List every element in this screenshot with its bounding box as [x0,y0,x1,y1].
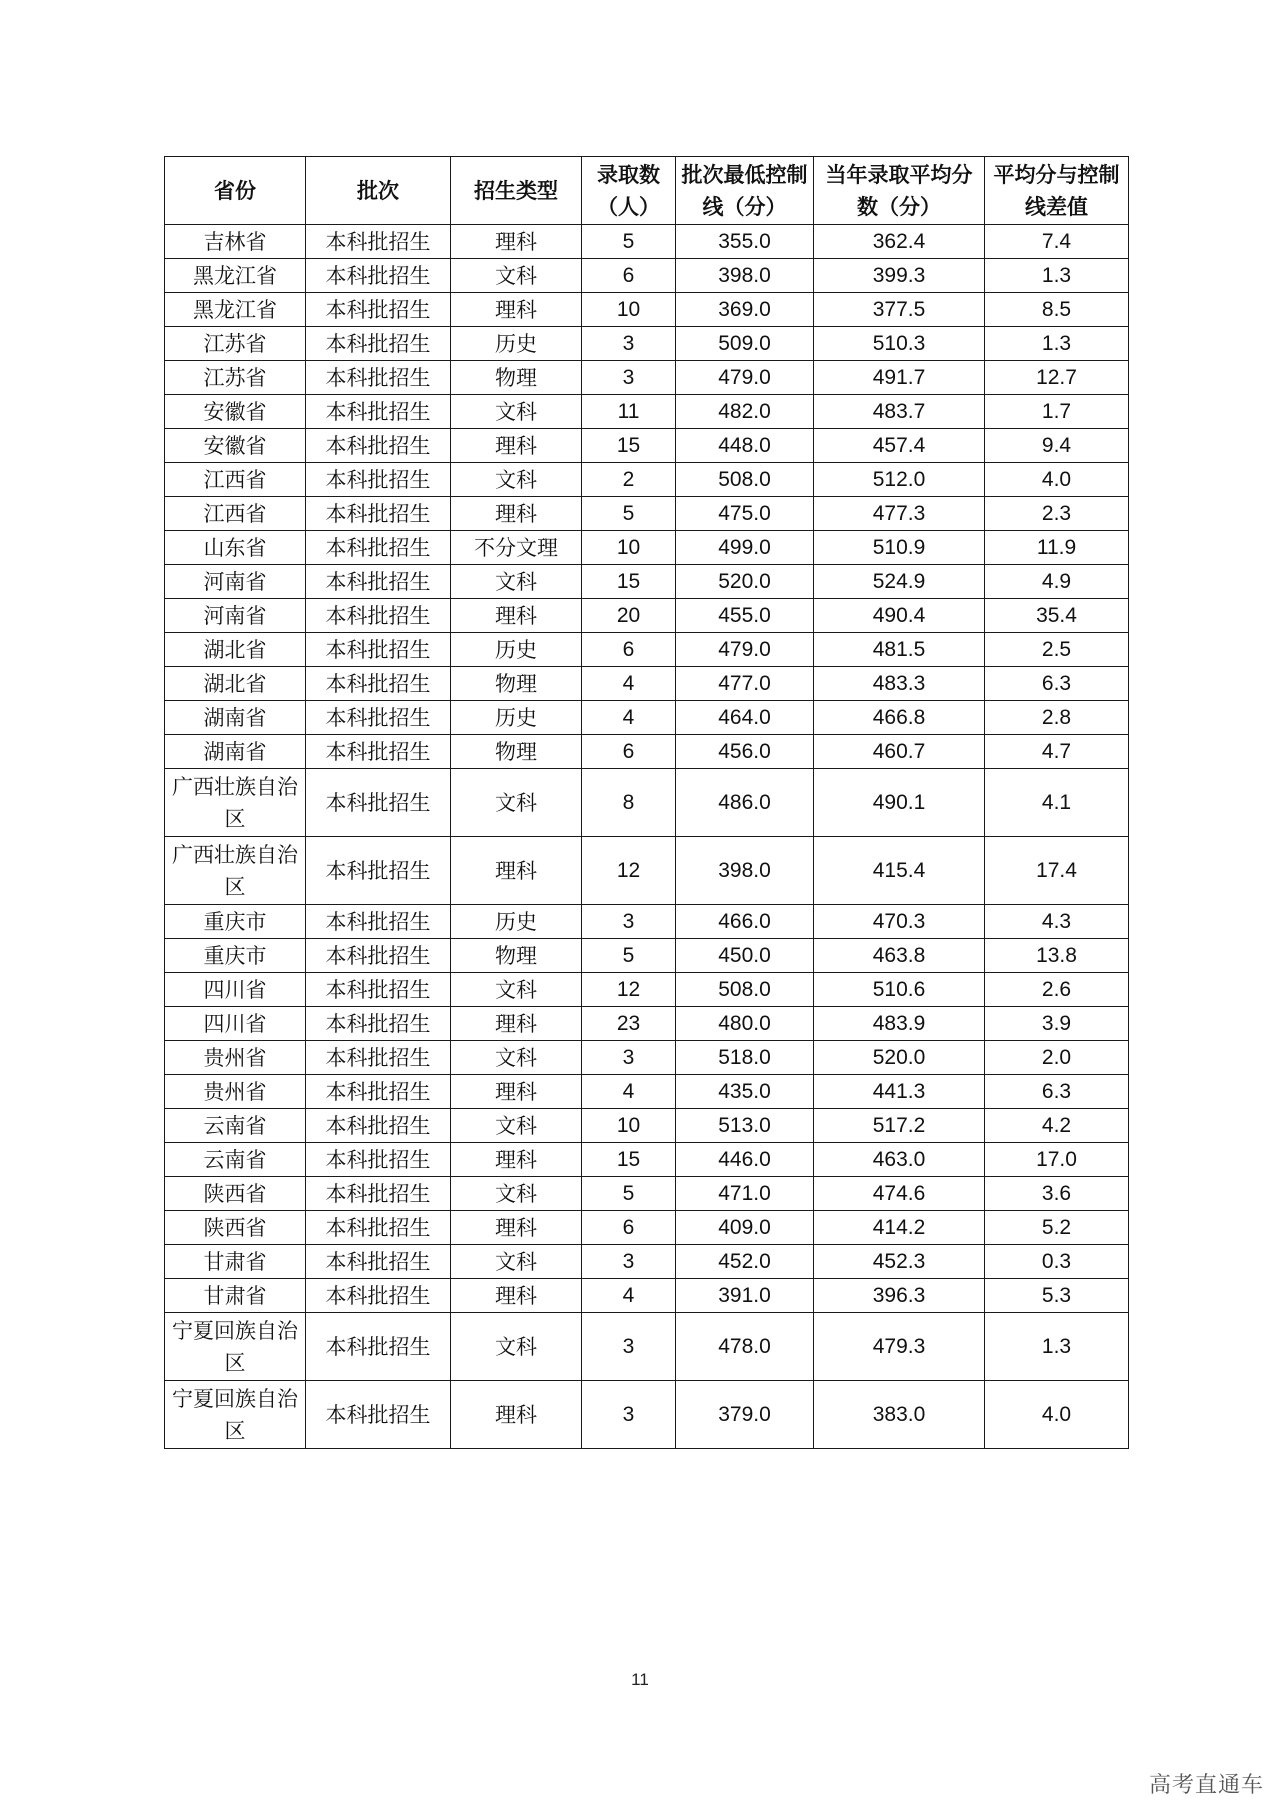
cell-province: 湖北省 [165,667,306,701]
cell-control-line: 398.0 [676,259,814,293]
cell-diff: 1.3 [985,1313,1129,1381]
table-row [165,599,1129,633]
cell-province: 江西省 [165,497,306,531]
cell-admitted: 3 [582,1313,676,1381]
table-row [165,429,1129,463]
cell-control-line: 518.0 [676,1041,814,1075]
cell-avg-score: 510.6 [814,973,985,1007]
cell-control-line: 509.0 [676,327,814,361]
cell-control-line: 482.0 [676,395,814,429]
cell-batch: 本科批招生 [306,361,451,395]
cell-batch: 本科批招生 [306,1177,451,1211]
cell-type: 文科 [451,1109,582,1143]
cell-batch: 本科批招生 [306,395,451,429]
table-row [165,463,1129,497]
cell-type: 文科 [451,1313,582,1381]
cell-batch: 本科批招生 [306,1007,451,1041]
table-row [165,701,1129,735]
cell-batch: 本科批招生 [306,327,451,361]
cell-control-line: 508.0 [676,463,814,497]
table-row [165,1143,1129,1177]
cell-admitted: 2 [582,463,676,497]
cell-avg-score: 483.3 [814,667,985,701]
cell-avg-score: 483.7 [814,395,985,429]
cell-diff: 5.3 [985,1279,1129,1313]
cell-type: 理科 [451,1075,582,1109]
table-row [165,361,1129,395]
cell-avg-score: 463.8 [814,939,985,973]
cell-diff: 6.3 [985,1075,1129,1109]
cell-avg-score: 483.9 [814,1007,985,1041]
cell-batch: 本科批招生 [306,701,451,735]
cell-control-line: 520.0 [676,565,814,599]
table-row [165,1211,1129,1245]
cell-province: 甘肃省 [165,1279,306,1313]
cell-province: 湖南省 [165,701,306,735]
cell-province: 安徽省 [165,395,306,429]
cell-type: 理科 [451,293,582,327]
cell-admitted: 23 [582,1007,676,1041]
cell-province: 陕西省 [165,1211,306,1245]
cell-avg-score: 490.1 [814,769,985,837]
cell-diff: 0.3 [985,1245,1129,1279]
admission-score-table [164,156,1129,1449]
cell-diff: 8.5 [985,293,1129,327]
cell-type: 理科 [451,1211,582,1245]
cell-admitted: 4 [582,667,676,701]
cell-type: 文科 [451,565,582,599]
table-row [165,905,1129,939]
cell-control-line: 479.0 [676,633,814,667]
cell-type: 物理 [451,939,582,973]
cell-control-line: 477.0 [676,667,814,701]
cell-admitted: 6 [582,633,676,667]
page-number: 11 [631,1670,649,1689]
table-row [165,1177,1129,1211]
cell-avg-score: 457.4 [814,429,985,463]
table-row [165,1075,1129,1109]
cell-batch: 本科批招生 [306,565,451,599]
cell-admitted: 3 [582,327,676,361]
header-admitted: 录取数（人） [582,157,676,225]
cell-control-line: 446.0 [676,1143,814,1177]
cell-province: 重庆市 [165,939,306,973]
cell-batch: 本科批招生 [306,599,451,633]
cell-batch: 本科批招生 [306,1245,451,1279]
cell-type: 不分文理 [451,531,582,565]
cell-diff: 2.8 [985,701,1129,735]
cell-batch: 本科批招生 [306,973,451,1007]
cell-type: 理科 [451,1279,582,1313]
cell-diff: 2.5 [985,633,1129,667]
cell-admitted: 6 [582,1211,676,1245]
cell-admitted: 10 [582,293,676,327]
cell-type: 理科 [451,429,582,463]
table-row [165,1279,1129,1313]
cell-avg-score: 510.3 [814,327,985,361]
cell-diff: 2.6 [985,973,1129,1007]
cell-avg-score: 452.3 [814,1245,985,1279]
cell-province: 云南省 [165,1143,306,1177]
cell-avg-score: 517.2 [814,1109,985,1143]
cell-type: 文科 [451,1041,582,1075]
cell-diff: 2.3 [985,497,1129,531]
cell-province: 黑龙江省 [165,293,306,327]
cell-diff: 1.3 [985,259,1129,293]
cell-control-line: 464.0 [676,701,814,735]
cell-admitted: 3 [582,1041,676,1075]
header-province: 省份 [165,157,306,225]
cell-province: 吉林省 [165,225,306,259]
cell-admitted: 11 [582,395,676,429]
cell-province: 宁夏回族自治区 [165,1313,306,1381]
cell-province: 甘肃省 [165,1245,306,1279]
table-body [165,225,1129,1449]
cell-batch: 本科批招生 [306,1381,451,1449]
cell-control-line: 435.0 [676,1075,814,1109]
cell-admitted: 5 [582,225,676,259]
cell-control-line: 369.0 [676,293,814,327]
cell-avg-score: 383.0 [814,1381,985,1449]
cell-admitted: 10 [582,531,676,565]
cell-batch: 本科批招生 [306,633,451,667]
cell-diff: 5.2 [985,1211,1129,1245]
cell-control-line: 480.0 [676,1007,814,1041]
cell-diff: 12.7 [985,361,1129,395]
cell-diff: 9.4 [985,429,1129,463]
table-row [165,395,1129,429]
cell-diff: 17.4 [985,837,1129,905]
cell-batch: 本科批招生 [306,939,451,973]
cell-control-line: 448.0 [676,429,814,463]
cell-province: 云南省 [165,1109,306,1143]
table-row [165,531,1129,565]
header-type: 招生类型 [451,157,582,225]
cell-province: 山东省 [165,531,306,565]
cell-admitted: 4 [582,701,676,735]
cell-control-line: 455.0 [676,599,814,633]
table-row [165,633,1129,667]
cell-admitted: 12 [582,837,676,905]
table-row [165,1313,1129,1381]
cell-province: 河南省 [165,565,306,599]
cell-batch: 本科批招生 [306,905,451,939]
cell-admitted: 6 [582,259,676,293]
table-row [165,1041,1129,1075]
cell-batch: 本科批招生 [306,259,451,293]
cell-avg-score: 510.9 [814,531,985,565]
cell-avg-score: 414.2 [814,1211,985,1245]
cell-avg-score: 460.7 [814,735,985,769]
cell-batch: 本科批招生 [306,1041,451,1075]
cell-batch: 本科批招生 [306,1075,451,1109]
header-row [165,157,1129,225]
cell-province: 广西壮族自治区 [165,769,306,837]
table-row [165,735,1129,769]
cell-admitted: 3 [582,361,676,395]
cell-admitted: 15 [582,429,676,463]
cell-avg-score: 520.0 [814,1041,985,1075]
cell-type: 历史 [451,905,582,939]
cell-control-line: 355.0 [676,225,814,259]
cell-diff: 4.7 [985,735,1129,769]
cell-batch: 本科批招生 [306,837,451,905]
cell-diff: 7.4 [985,225,1129,259]
table-row [165,769,1129,837]
cell-province: 黑龙江省 [165,259,306,293]
header-avg-score: 当年录取平均分数（分） [814,157,985,225]
cell-control-line: 499.0 [676,531,814,565]
cell-avg-score: 396.3 [814,1279,985,1313]
cell-type: 物理 [451,667,582,701]
cell-province: 宁夏回族自治区 [165,1381,306,1449]
cell-admitted: 3 [582,1381,676,1449]
cell-type: 历史 [451,633,582,667]
cell-avg-score: 470.3 [814,905,985,939]
watermark-logo-text: 高考直通车 [1148,1773,1264,1798]
cell-batch: 本科批招生 [306,225,451,259]
table-row [165,667,1129,701]
cell-avg-score: 524.9 [814,565,985,599]
cell-batch: 本科批招生 [306,1313,451,1381]
cell-province: 广西壮族自治区 [165,837,306,905]
cell-province: 江苏省 [165,327,306,361]
cell-type: 理科 [451,225,582,259]
cell-avg-score: 466.8 [814,701,985,735]
table-row [165,1109,1129,1143]
cell-admitted: 5 [582,939,676,973]
table-row [165,1007,1129,1041]
cell-diff: 4.0 [985,1381,1129,1449]
cell-control-line: 450.0 [676,939,814,973]
cell-type: 理科 [451,497,582,531]
cell-admitted: 10 [582,1109,676,1143]
cell-avg-score: 463.0 [814,1143,985,1177]
cell-batch: 本科批招生 [306,531,451,565]
cell-diff: 3.6 [985,1177,1129,1211]
cell-admitted: 3 [582,1245,676,1279]
cell-province: 安徽省 [165,429,306,463]
cell-province: 重庆市 [165,905,306,939]
cell-avg-score: 441.3 [814,1075,985,1109]
cell-province: 河南省 [165,599,306,633]
cell-avg-score: 362.4 [814,225,985,259]
cell-batch: 本科批招生 [306,1143,451,1177]
cell-admitted: 4 [582,1075,676,1109]
cell-province: 贵州省 [165,1041,306,1075]
cell-batch: 本科批招生 [306,497,451,531]
cell-diff: 1.7 [985,395,1129,429]
cell-control-line: 486.0 [676,769,814,837]
cell-batch: 本科批招生 [306,1279,451,1313]
cell-batch: 本科批招生 [306,1211,451,1245]
cell-admitted: 5 [582,1177,676,1211]
cell-diff: 4.1 [985,769,1129,837]
cell-batch: 本科批招生 [306,293,451,327]
table-row [165,327,1129,361]
cell-admitted: 6 [582,735,676,769]
cell-type: 理科 [451,1143,582,1177]
cell-admitted: 8 [582,769,676,837]
cell-control-line: 479.0 [676,361,814,395]
cell-type: 理科 [451,1381,582,1449]
cell-type: 文科 [451,1177,582,1211]
table-row [165,225,1129,259]
cell-control-line: 513.0 [676,1109,814,1143]
cell-admitted: 15 [582,565,676,599]
cell-control-line: 478.0 [676,1313,814,1381]
cell-province: 陕西省 [165,1177,306,1211]
cell-control-line: 466.0 [676,905,814,939]
table-row [165,1381,1129,1449]
cell-type: 历史 [451,327,582,361]
cell-diff: 11.9 [985,531,1129,565]
cell-control-line: 398.0 [676,837,814,905]
cell-diff: 4.9 [985,565,1129,599]
cell-diff: 35.4 [985,599,1129,633]
cell-diff: 17.0 [985,1143,1129,1177]
cell-diff: 1.3 [985,327,1129,361]
cell-avg-score: 477.3 [814,497,985,531]
table-header [165,157,1129,225]
cell-admitted: 15 [582,1143,676,1177]
cell-avg-score: 481.5 [814,633,985,667]
cell-diff: 4.0 [985,463,1129,497]
cell-diff: 6.3 [985,667,1129,701]
cell-diff: 4.2 [985,1109,1129,1143]
cell-avg-score: 479.3 [814,1313,985,1381]
cell-type: 理科 [451,1007,582,1041]
cell-avg-score: 399.3 [814,259,985,293]
cell-type: 文科 [451,395,582,429]
cell-control-line: 508.0 [676,973,814,1007]
cell-avg-score: 512.0 [814,463,985,497]
cell-type: 理科 [451,837,582,905]
cell-province: 江西省 [165,463,306,497]
cell-control-line: 475.0 [676,497,814,531]
cell-avg-score: 377.5 [814,293,985,327]
cell-admitted: 5 [582,497,676,531]
cell-type: 物理 [451,735,582,769]
cell-control-line: 379.0 [676,1381,814,1449]
table-row [165,497,1129,531]
cell-admitted: 20 [582,599,676,633]
cell-admitted: 12 [582,973,676,1007]
cell-admitted: 3 [582,905,676,939]
cell-province: 四川省 [165,973,306,1007]
cell-type: 文科 [451,1245,582,1279]
cell-control-line: 391.0 [676,1279,814,1313]
table-row [165,565,1129,599]
cell-admitted: 4 [582,1279,676,1313]
cell-province: 湖南省 [165,735,306,769]
header-control-line: 批次最低控制线（分） [676,157,814,225]
cell-batch: 本科批招生 [306,1109,451,1143]
table-row [165,259,1129,293]
cell-diff: 3.9 [985,1007,1129,1041]
cell-type: 理科 [451,599,582,633]
cell-control-line: 471.0 [676,1177,814,1211]
cell-batch: 本科批招生 [306,463,451,497]
table-row [165,1245,1129,1279]
cell-type: 物理 [451,361,582,395]
cell-province: 贵州省 [165,1075,306,1109]
table-row [165,973,1129,1007]
table-row [165,293,1129,327]
cell-type: 文科 [451,769,582,837]
cell-batch: 本科批招生 [306,429,451,463]
header-batch: 批次 [306,157,451,225]
cell-type: 文科 [451,259,582,293]
cell-province: 江苏省 [165,361,306,395]
header-diff: 平均分与控制线差值 [985,157,1129,225]
cell-batch: 本科批招生 [306,735,451,769]
cell-avg-score: 491.7 [814,361,985,395]
cell-control-line: 456.0 [676,735,814,769]
table-row [165,939,1129,973]
table-row [165,837,1129,905]
cell-diff: 4.3 [985,905,1129,939]
cell-avg-score: 415.4 [814,837,985,905]
cell-control-line: 409.0 [676,1211,814,1245]
cell-avg-score: 490.4 [814,599,985,633]
cell-batch: 本科批招生 [306,667,451,701]
cell-type: 文科 [451,463,582,497]
cell-type: 历史 [451,701,582,735]
cell-diff: 2.0 [985,1041,1129,1075]
cell-type: 文科 [451,973,582,1007]
cell-control-line: 452.0 [676,1245,814,1279]
cell-diff: 13.8 [985,939,1129,973]
cell-batch: 本科批招生 [306,769,451,837]
cell-province: 四川省 [165,1007,306,1041]
cell-province: 湖北省 [165,633,306,667]
cell-avg-score: 474.6 [814,1177,985,1211]
